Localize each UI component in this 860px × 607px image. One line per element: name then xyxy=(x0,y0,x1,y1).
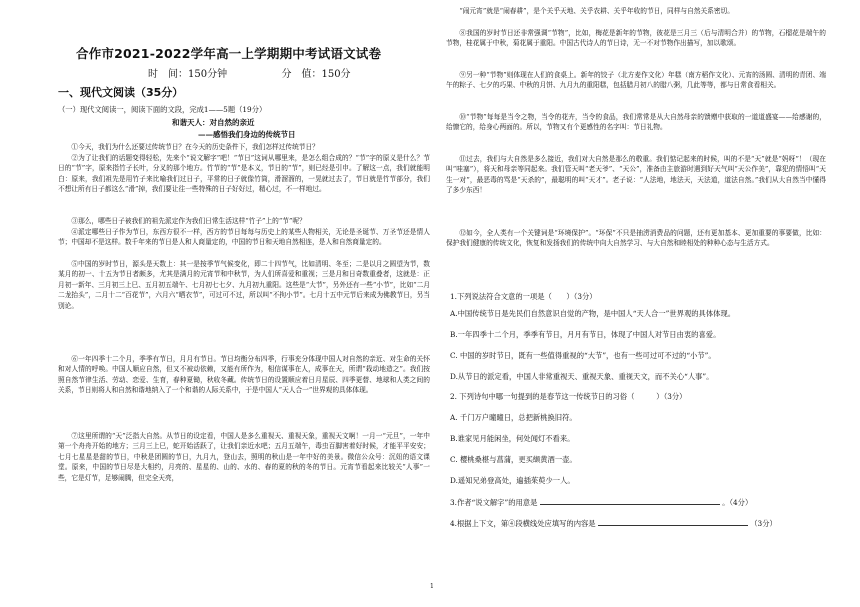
right-paragraph-11: ⑪过去，我们与大自然是多么接近，我们对大自然是那么的敬重。我们惦记起来的时候，叫的不是“天”就是“妈呀”！（现在叫“哇塞”），将天和母亲等同起来。我们管天叫“老天爷”、“天公”，准备由主旅游时遇到好天气叫“天公作美”，靠犯的情悟叫“天生一对”，最恶毒的骂是“天杀的”，最聪明的叫“天才”。老子说：“人法地，地法天，天法道，道法自然。”我们从大自然当中懂得了多少东西！ xyxy=(446,155,826,195)
score-label: 分 值：150分 xyxy=(281,69,351,80)
paragraph-1: ①今天，我们为什么还要过传统节日？在今天的历史条件下，我们怎样过传统节日？ xyxy=(71,143,319,151)
right-paragraph-10: ⑩“节物”每每是当令之物，当令的花卉，当令的食品，我们常常是从大自然母亲的馈赠中获取的一道道盛宴——给感谢的，给慷它的，给身心两面的。所以，节物又有个更感性的名字叫：节日礼物。 xyxy=(446,113,826,132)
exam-meta xyxy=(148,65,351,80)
question-4-score: （3分） xyxy=(750,519,777,528)
option-1d: D.从节日的派定看，中国人非常重视天、重视天象、重视天文，而不关心“人事”。 xyxy=(450,372,714,381)
instruction: （一）现代文阅读一，阅读下面的文段，完成1——5题（19分） xyxy=(58,105,267,114)
paragraph-2: ②为了让我们的话题变得轻松，先来个“说文解字”吧！“节日”这词从哪里来，是怎么组合成的？“节”字的原义是什么？节日的“节”字，原来指竹子长叶，分叉的那个地方。竹节的“节”是本义，节日的“节”，则已经是引申。了解这一点，我们就能明白：原来，我们祖先是用竹子来比喻我们过日子，平常的日子就像竹筒，滑溜溜的，一晃就过去了，节日就是竹节部分，我们不想让所有日子都这么“滑”掉，我们要让往一些特殊的日子好好过，精心过，不一样地过。 xyxy=(58,154,430,194)
section-heading: 一、现代文阅读（35分） xyxy=(58,86,184,99)
question-1: 1.下列说法符合文意的一项是（ ）（3分） xyxy=(450,292,597,301)
option-2d: D.遥知兄弟登高处，遍插茱萸少一人。 xyxy=(450,476,575,485)
option-2a: A. 千门万户曈曈日，总把新桃换旧符。 xyxy=(450,413,577,422)
exam-title: 合作市2021-2022学年高一上学期期中考试语文试卷 xyxy=(76,46,382,61)
paragraph-6: ⑥一年四季十二个月，季季有节日，月月有节日。节日均衡分布四季，行事充分体现中国人对自然的亲近、对生命的关怀和对人情的呼唤。中国人顺应自然，但又不被动依赖，又能有所作为，相信谋事在人，成事在天，所谓“栽动地造之”。我们按照自然节律生活、劳动、恋爱、生育，春种夏锄，秋收冬藏。传统节日的设置顺应着日月星辰、四季更替、地球和人类之间的关系，节日则将人和自然和谐地纳入了一个和谐的人际关系中，于是中国人“天人合一”世界观的具体体现。 xyxy=(58,355,430,395)
paragraph-3: ③那么，哪些日子被我们的祖先派定作为我们日常生活这样“竹子”上的“节”呢？ xyxy=(71,217,306,225)
option-2b: B.谁家见月能闲坐，何处闻灯不看来。 xyxy=(450,434,575,443)
option-2c: C. 樱桃桑椹与菖蒲，更买缬黄酒一壶。 xyxy=(450,455,577,464)
question-3-text: 3.作者“说文解字”的用意是 xyxy=(450,498,538,507)
paragraph-7: ⑦这里所谓的“天”泛指大自然。从节日的设定看，中国人是多么重视天、重视天象，重视天文啊！一月一“元旦”，一年中第一个舟舟开始的地方；三月三上巳，蛇开始活跃了，让我们亲近水吧；五月五端午，毒虫百脚害着好时候，才能平平安安；七月七星星是甜的节日，中秋是团圆的节日，九月九，登山去，照明的秋山是一年中好的美景。微信公众号：沉妞的语文课堂。原来，中国的节日尽是大相约，月亮的、星星的、山的、水的、春的夏的秋的冬的节日。元宵节看起来比较关“人事”一些，它是灯节，足够闹腾，但完全天亮， xyxy=(58,432,430,482)
question-2: 2. 下列诗句中哪一句提到的是春节这一传统节日的习俗（ ）（3分） xyxy=(450,392,687,401)
right-paragraph-1: “闹元宵”就是“闹春耕”，是个关乎天地、关乎农耕、关乎年收的节日，同样与自然关系密切。 xyxy=(459,7,734,15)
question-4-text: 4.根据上下文，第④段横线处应填写的内容是 xyxy=(450,519,596,528)
time-label: 时 间：150分钟 xyxy=(148,69,228,80)
option-1b: B.一年四季十二个月，季季有节日，月月有节日，体现了中国人对节日由衷的喜爱。 xyxy=(450,330,721,339)
page-number: 1 xyxy=(430,583,434,590)
right-paragraph-9: ⑨另一种“节物”则体现在人们的食桌上。新年的饺子（北方麦作文化）年糕（南方稻作文化）、元宵的汤圆、清明的青团、端午的粽子、七夕的巧果、中秋的月饼、九月九的重阳糕，包括腊月初八的腊八粥，几此等等，都与日常食看相关。 xyxy=(446,71,826,90)
right-paragraph-8: ⑧我国的岁时节日还非常强调“节物”，比如，梅花是新年的节物，彼花是三月三（后与清明合并）的节物，石榴花是端午的节物，桂花属于中秋，菊花属于重阳。中国古代诗人的节日诗，无一不对节物作出描写，加以歌颂。 xyxy=(446,29,826,48)
answer-blank-4[interactable] xyxy=(598,518,748,526)
article-subtitle: ——感悟我们身边的传统节日 xyxy=(198,130,296,139)
option-1a: A.中国传统节日是先民们自然意识自觉的产物，是中国人“天人合一”世界观的具体体现。 xyxy=(450,309,736,318)
article-title: 和谐天人：对自然的亲近 xyxy=(172,118,255,127)
right-paragraph-12: ⑫如今，全人类有一个关键词是“环境保护”。“环保”不只是抽涝消费品的问题，还有更加基本、更加重要的事要做，比如：保护我们健康的传统文化，恢复和发扬我们的传统中向大自然学习、与大自然和睦相处的种种心态与生活方式。 xyxy=(446,229,826,248)
paragraph-5: ⑤中国的岁时节日，源头是天数上：其一是按季节气候变化，即二十四节气，比如清明、冬至；二是以月之圆望为节，数某月的初一、十五为节日者颇多，尤其是满月的元宵节和中秋节，为人们所喜爱和重视；三是月和日奇数重叠者，这就是：正月初一新年、三月初三上巳、五月初五端午、七月初七七夕、九月初九重阳。这些是“大节”，另外还有一些“小节”，比如“二月二龙抬头”，二月十二“百花节”，六月六“晒衣节”，可过可不过，所以叫“不拘小节”。七月十五中元节后来成为佛教节日，另当别论。 xyxy=(58,260,430,310)
question-4 xyxy=(450,518,777,529)
option-1c: C. 中国的岁时节日，既有一些值得重视的“大节”，也有一些可过可不过的“小节”。 xyxy=(450,351,716,360)
paragraph-4: ④派定哪些日子作为节日，东西方很不一样，西方的节日每每与历史上的某些人物相关，无论是圣诞节、万圣节还是情人节；中国却不是这样。数千年来的节日是人和人商量定的，中国的节日和天地自然相连，是人和自然商量定的。 xyxy=(58,228,430,247)
question-3 xyxy=(450,497,752,508)
answer-blank-3[interactable] xyxy=(540,497,720,505)
question-3-score: 。（4分） xyxy=(722,498,753,507)
